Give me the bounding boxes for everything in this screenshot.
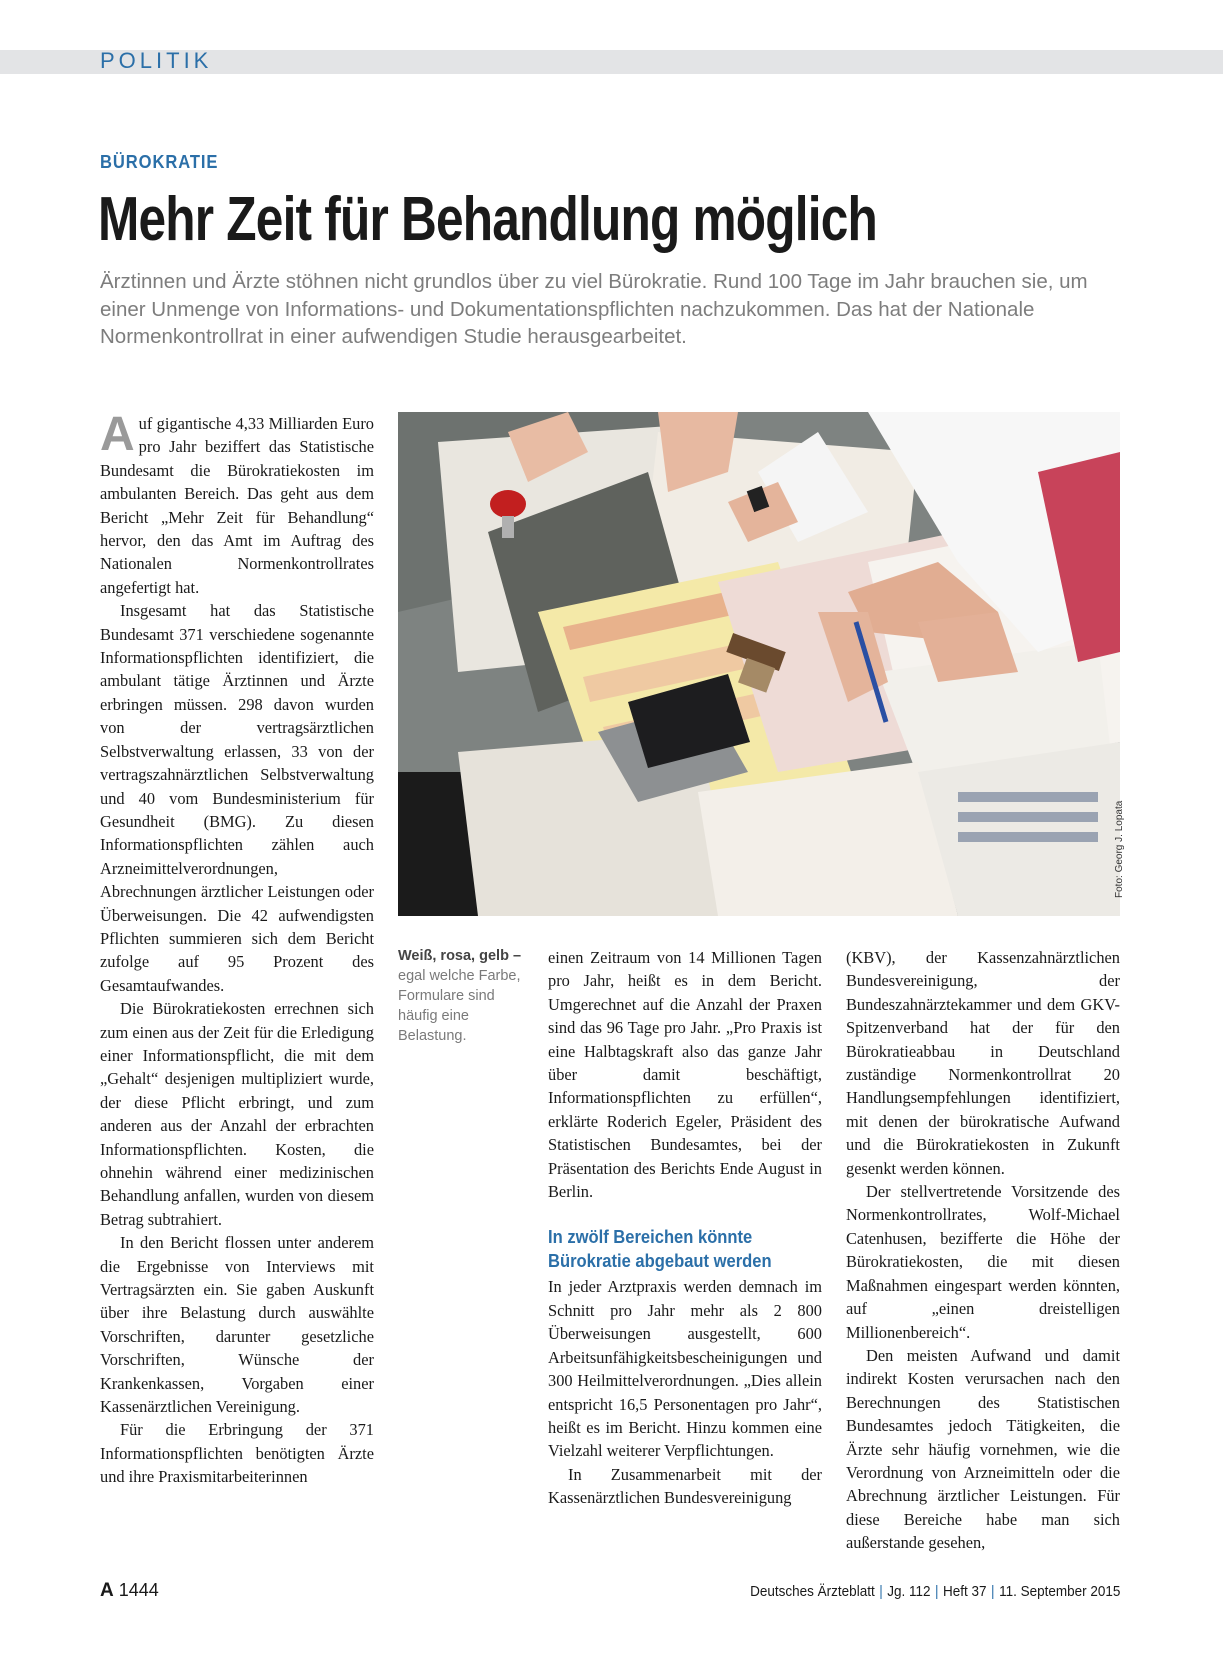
photo-credit: Foto: Georg J. Lopata bbox=[1114, 800, 1125, 898]
paragraph-text: uf gigantische 4,33 Milliarden Euro pro Jahr beziffert das Statistische Bundesamt die Bürokratiekosten im ambulanten Bereich. Das geht aus dem Bericht „Mehr Zeit für Behandlung“ hervor, den das Amt im Auftrag des Nationalen Normenkontrollrates angefertigt hat. bbox=[100, 414, 374, 597]
caption-title: Weiß, rosa, gelb – bbox=[398, 948, 522, 964]
publication-issue: Heft 37 bbox=[942, 1583, 987, 1600]
page-number-value: 1444 bbox=[118, 1580, 159, 1600]
section-label: POLITIK bbox=[100, 48, 213, 73]
drop-cap: A bbox=[100, 408, 135, 461]
separator: | bbox=[990, 1583, 995, 1600]
paragraph: In den Bericht flossen unter anderem die Ergebnisse von Interviews mit Vertragsärzten ein. Sie gaben Auskunft über ihre Belastung durch auswählte Vorschriften, darunter gesetzliche Vorschriften, Wünsche der Krankenkassen, Vorgaben einer Kassenärztlichen Vereinigung. bbox=[100, 1233, 374, 1417]
separator: | bbox=[934, 1583, 939, 1600]
paperwork-photo-illustration bbox=[398, 412, 1120, 916]
paragraph: Den meisten Aufwand und damit indirekt Kosten verursachen nach den Berechnungen des Statistischen Bundesamtes jedoch Tätigkeiten, die Ärzte sehr häufig vornehmen, wie die Verordnung von Arzneimitteln oder die Abrechnung ärztlicher Leistungen. Für diese Bereiche habe man sich außerstande gesehen, bbox=[846, 1345, 1120, 1553]
article-kicker: BÜROKRATIE bbox=[100, 152, 219, 172]
paragraph: einen Zeitraum von 14 Millionen Tagen pro Jahr, heißt es in dem Bericht. Umgerechnet auf die Anzahl der Praxen sind das 96 Tage pro Jahr. „Pro Praxis ist eine Halbtagskraft also das ganze Jahr über damit beschäftigt, Informationspflichten zu erfüllen“, erklärte Roderich Egeler, Präsident des Statistischen Bundesamtes, bei der Präsentation des Berichts Ende August in Berlin. bbox=[548, 948, 822, 1202]
text-column-3 bbox=[846, 946, 1120, 1555]
paragraph: Der stellvertretende Vorsitzende des Normenkontrollrates, Wolf-Michael Catenhusen, bezifferte die Höhe der Bürokratiekosten, die mit diesen Maßnahmen eingespart werden könnten, auf „einen dreistelligen Millionenbereich“. bbox=[846, 1182, 1120, 1342]
paragraph bbox=[100, 408, 374, 599]
publication-name: Deutsches Ärzteblatt bbox=[749, 1583, 875, 1600]
paragraph: (KBV), der Kassenzahnärztlichen Bundesvereinigung, der Bundeszahnärztekammer und dem GKV-Spitzenverband hat der für den Bürokratieabbau in Deutschland zuständige Normenkontrollrat 20 Handlungsempfehlungen identifiziert, mit denen der bürokratische Aufwand und die Bürokratiekosten in Zukunft gesenkt werden können. bbox=[846, 948, 1120, 1178]
page-prefix: A bbox=[100, 1580, 114, 1601]
publication-volume: Jg. 112 bbox=[886, 1583, 931, 1600]
article-lead: Ärztinnen und Ärzte stöhnen nicht grundlos über zu viel Bürokratie. Rund 100 Tage im Jahr brauchen sie, um einer Unmenge von Informations- und Dokumentationspflichten nachzukommen. Das hat der Nationale Normenkontrollrat in einer aufwendigen Studie herausgearbeitet. bbox=[100, 270, 1088, 348]
photo-caption bbox=[398, 946, 538, 1046]
paragraph: Insgesamt hat das Statistische Bundesamt 371 verschiedene sogenannte Informationspflichten identifiziert, die ambulant tätige Ärztinnen und Ärzte erbringen müssen. 298 davon wurden von der vertragsärztlichen Selbstverwaltung erlassen, 33 von der vertragszahnärztlichen Selbstverwaltung und 40 vom Bundesministerium für Gesundheit (BMG). Zu diesen Informationspflichten zählen auch Arzneimittelverordnungen, Abrechnungen ärztlicher Leistungen oder Überweisungen. Die 42 aufwendigsten Pflichten summieren sich dem Bericht zufolge auf 95 Prozent des Gesamtaufwandes. bbox=[100, 601, 374, 995]
text-column-2 bbox=[548, 946, 822, 1510]
page-number bbox=[100, 1580, 159, 1602]
separator: | bbox=[878, 1583, 883, 1600]
publication-info bbox=[750, 1583, 1120, 1600]
subheading: In zwölf Bereichen könnte Bürokratie abgebaut werden bbox=[548, 1227, 772, 1272]
paragraph: Die Bürokratiekosten errechnen sich zum einen aus der Zeit für die Erledigung einer Informationspflicht, die mit dem „Gehalt“ desjenigen multipliziert wurde, der diese Pflicht erbringt, und zum anderen aus der Anzahl der erbrachten Informationspflichten. Kosten, die ohnehin während einer medizinischen Behandlung anfallen, wurden von diesem Betrag subtrahiert. bbox=[100, 999, 374, 1229]
caption-text: egal welche Farbe, Formulare sind häufig eine Belastung. bbox=[398, 968, 521, 1044]
article-headline: Mehr Zeit für Behandlung möglich bbox=[98, 185, 878, 254]
paragraph: In jeder Arztpraxis werden demnach im Schnitt pro Jahr mehr als 2 800 Überweisungen ausgestellt, 600 Arbeitsunfähigkeitsbescheinigungen und 300 Heilmittelverordnungen. „Dies allein entspricht 16,5 Personentagen pro Jahr“, heißt es im Bericht. Hinzu kommen eine Vielzahl weiterer Verpflichtungen. bbox=[548, 1277, 822, 1461]
article-photo bbox=[398, 412, 1120, 916]
publication-date: 11. September 2015 bbox=[998, 1583, 1120, 1600]
paragraph: Für die Erbringung der 371 Informationspflichten benötigten Ärzte und ihre Praxismitarbeiterinnen bbox=[100, 1420, 374, 1487]
paragraph: In Zusammenarbeit mit der Kassenärztlichen Bundesvereinigung bbox=[548, 1464, 822, 1508]
text-column-1 bbox=[100, 408, 374, 1489]
